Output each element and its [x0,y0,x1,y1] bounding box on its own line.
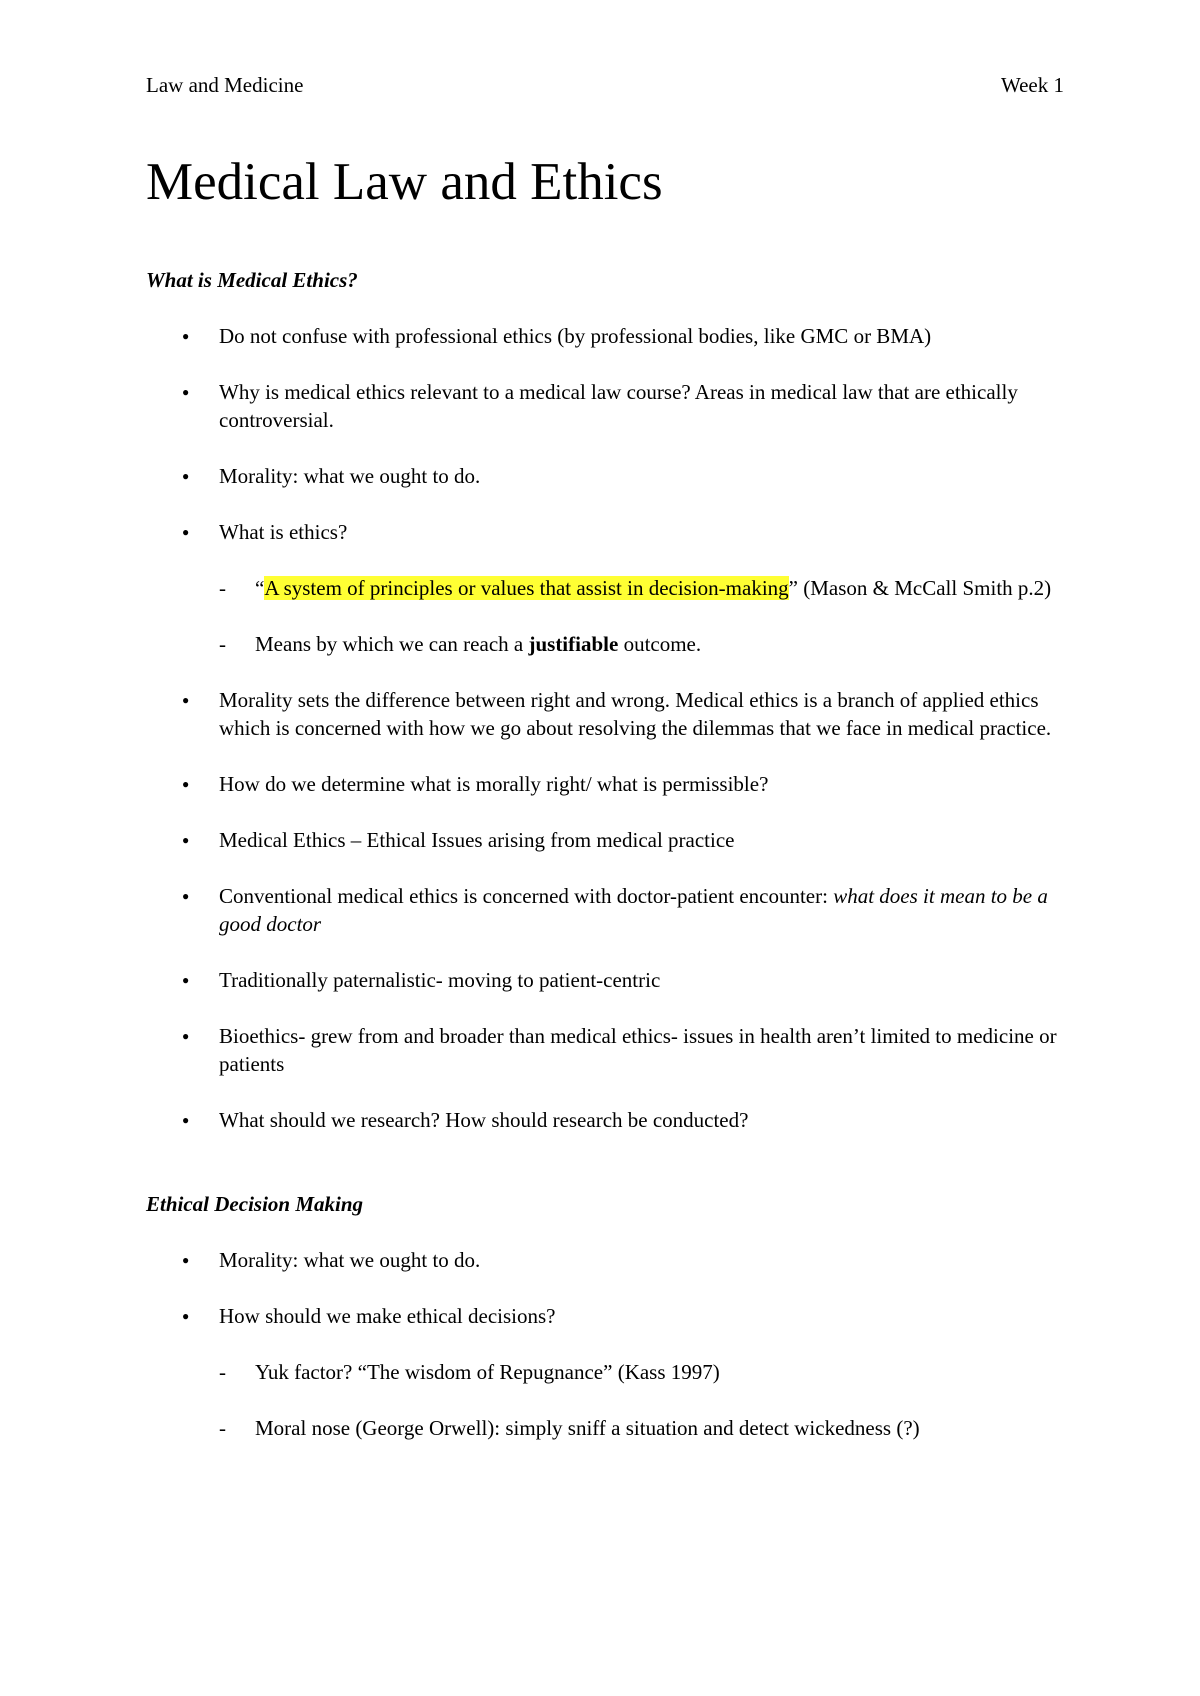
list-item: ● Medical Ethics – Ethical Issues arising from medical practice [146,826,1066,854]
dash-list [219,574,1066,658]
section-ethical-decision-making [146,1190,1066,1442]
list-item: ● What should we research? How should research be conducted? [146,1106,1066,1134]
dash-list [219,1358,1066,1442]
dash-item: - Yuk factor? “The wisdom of Repugnance” (Kass 1997) [219,1358,1066,1386]
page-title: Medical Law and Ethics [146,153,663,211]
list-item [146,882,1066,938]
list-item: ● Morality: what we ought to do. [146,462,1066,490]
list-item: ● Morality sets the difference between right and wrong. Medical ethics is a branch of applied ethics which is concerned with how we go about resolving the dilemmas that we face in medical practice. [146,686,1066,742]
list-item-text: How should we make ethical decisions? [219,1304,556,1328]
dash-item: - Moral nose (George Orwell): simply sniff a situation and detect wickedness (?) [219,1414,1066,1442]
bullet-list [146,322,1066,1134]
header-course: Law and Medicine [146,73,304,97]
dash-text-pre: Means by which we can reach a [255,632,529,656]
document-body [146,266,1066,1442]
highlighted-quote: A system of principles or values that assist in decision-making [264,576,789,600]
quote-citation: ” (Mason & McCall Smith p.2) [788,576,1052,600]
page-header [146,72,1064,98]
list-item [146,1302,1066,1442]
section-heading: Ethical Decision Making [146,1192,364,1216]
list-item-text: Conventional medical ethics is concerned with doctor-patient encounter: [219,884,834,908]
open-quote: “ [255,576,265,600]
section-what-is-medical-ethics [146,266,1066,1134]
dash-item [219,630,1066,658]
section-heading: What is Medical Ethics? [146,268,358,292]
list-item: ● Bioethics- grew from and broader than medical ethics- issues in health aren’t limited to medicine or patients [146,1022,1066,1078]
bullet-list [146,1246,1066,1442]
list-item [146,518,1066,658]
dash-item [219,574,1066,602]
list-item: ● Do not confuse with professional ethics (by professional bodies, like GMC or BMA) [146,322,1066,350]
bold-term: justifiable [528,632,619,656]
italic-phrase: what does it mean to be a good doctor [219,884,1048,936]
list-item: ● Traditionally paternalistic- moving to patient-centric [146,966,1066,994]
list-item: ● Morality: what we ought to do. [146,1246,1066,1274]
list-item: ● How do we determine what is morally right/ what is permissible? [146,770,1066,798]
header-week: Week 1 [1000,73,1064,97]
list-item: ● Why is medical ethics relevant to a medical law course? Areas in medical law that are ethically controversial. [146,378,1066,434]
list-item-text: What is ethics? [219,520,348,544]
dash-text-post: outcome. [618,632,702,656]
